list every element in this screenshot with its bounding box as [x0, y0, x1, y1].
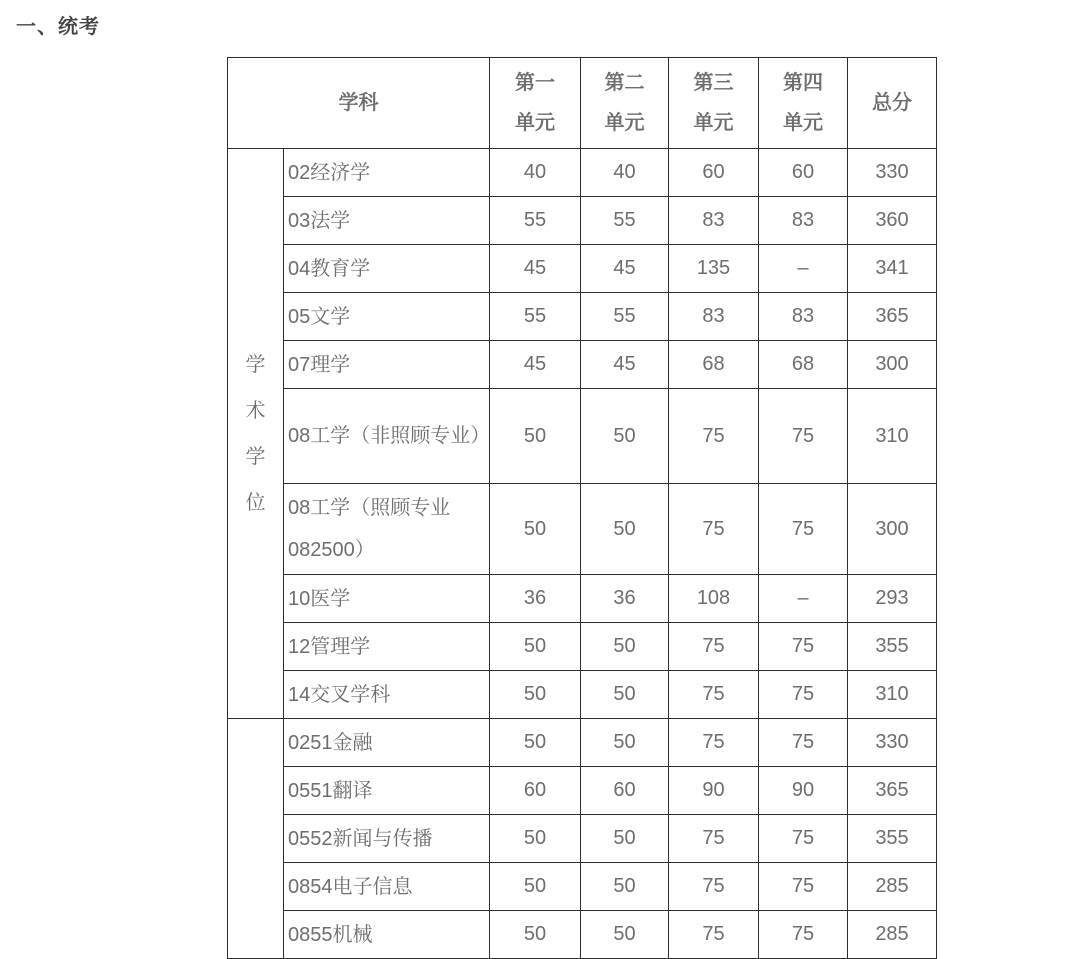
score-total: 365	[848, 293, 937, 341]
subject-name: 08工学（非照顾专业）	[284, 389, 490, 484]
score-unit1: 50	[490, 863, 581, 911]
score-unit4: 68	[759, 341, 848, 389]
table-row	[228, 484, 937, 575]
header-unit3-line2: 单元	[693, 112, 734, 134]
table-row	[228, 623, 937, 671]
score-unit3: 90	[669, 767, 759, 815]
score-total: 285	[848, 863, 937, 911]
score-unit3: 108	[669, 575, 759, 623]
score-total: 293	[848, 575, 937, 623]
score-unit4: 75	[759, 815, 848, 863]
subject-name: 0855机械	[284, 911, 490, 959]
table-row	[228, 389, 937, 484]
header-unit3	[669, 58, 759, 149]
score-unit1: 50	[490, 623, 581, 671]
score-total: 341	[848, 245, 937, 293]
score-unit1: 55	[490, 197, 581, 245]
score-unit2: 55	[581, 197, 669, 245]
score-unit3: 75	[669, 719, 759, 767]
table-row	[228, 911, 937, 959]
score-unit3: 83	[669, 197, 759, 245]
table-row	[228, 293, 937, 341]
score-total: 285	[848, 911, 937, 959]
header-total: 总分	[848, 58, 937, 149]
table-row	[228, 863, 937, 911]
score-unit2: 50	[581, 911, 669, 959]
subject-name: 0854电子信息	[284, 863, 490, 911]
score-unit2: 40	[581, 149, 669, 197]
score-total: 355	[848, 623, 937, 671]
score-total: 300	[848, 484, 937, 575]
subject-name: 05文学	[284, 293, 490, 341]
header-unit2-line1: 第二	[604, 72, 645, 94]
score-unit3: 68	[669, 341, 759, 389]
subject-name: 04教育学	[284, 245, 490, 293]
score-unit2: 50	[581, 815, 669, 863]
score-unit2: 55	[581, 293, 669, 341]
score-unit4: –	[759, 245, 848, 293]
table-row	[228, 767, 937, 815]
score-unit3: 60	[669, 149, 759, 197]
score-unit4: –	[759, 575, 848, 623]
score-unit2: 36	[581, 575, 669, 623]
score-unit4: 75	[759, 389, 848, 484]
subject-name: 07理学	[284, 341, 490, 389]
score-unit4: 60	[759, 149, 848, 197]
score-unit2: 60	[581, 767, 669, 815]
table-header-row	[228, 58, 937, 149]
header-unit4-line1: 第四	[783, 72, 823, 94]
score-unit4: 75	[759, 911, 848, 959]
subject-name: 0551翻译	[284, 767, 490, 815]
header-unit4-line2: 单元	[783, 112, 823, 134]
score-unit1: 40	[490, 149, 581, 197]
score-unit1: 50	[490, 671, 581, 719]
score-unit4: 83	[759, 293, 848, 341]
header-subject: 学科	[228, 58, 490, 149]
score-unit1: 55	[490, 293, 581, 341]
header-unit1-line1: 第一	[515, 72, 555, 94]
score-total: 365	[848, 767, 937, 815]
score-unit3: 75	[669, 623, 759, 671]
score-unit3: 75	[669, 671, 759, 719]
subject-name: 10医学	[284, 575, 490, 623]
score-unit3: 83	[669, 293, 759, 341]
table-row	[228, 671, 937, 719]
header-unit1-line2: 单元	[515, 112, 555, 134]
table-row	[228, 719, 937, 767]
table-row	[228, 149, 937, 197]
subject-name: 12管理学	[284, 623, 490, 671]
score-unit3: 135	[669, 245, 759, 293]
table-row	[228, 575, 937, 623]
header-unit2-line2: 单元	[604, 112, 645, 134]
score-unit2: 50	[581, 623, 669, 671]
score-unit2: 50	[581, 863, 669, 911]
header-unit3-line1: 第三	[693, 72, 734, 94]
score-unit2: 50	[581, 389, 669, 484]
score-unit4: 75	[759, 719, 848, 767]
group-label-academic: 学术学位	[245, 353, 266, 514]
score-table	[227, 57, 937, 959]
subject-name: 02经济学	[284, 149, 490, 197]
score-total: 310	[848, 671, 937, 719]
score-unit4: 75	[759, 863, 848, 911]
header-unit1	[490, 58, 581, 149]
subject-name: 14交叉学科	[284, 671, 490, 719]
score-total: 310	[848, 389, 937, 484]
score-unit2: 50	[581, 671, 669, 719]
score-unit2: 45	[581, 341, 669, 389]
subject-name: 08工学（照顾专业082500）	[284, 484, 490, 575]
subject-name: 0552新闻与传播	[284, 815, 490, 863]
score-total: 355	[848, 815, 937, 863]
score-unit4: 75	[759, 623, 848, 671]
header-unit2	[581, 58, 669, 149]
subject-name: 03法学	[284, 197, 490, 245]
score-unit3: 75	[669, 389, 759, 484]
score-total: 330	[848, 149, 937, 197]
score-unit3: 75	[669, 484, 759, 575]
subject-name: 0251金融	[284, 719, 490, 767]
score-unit1: 45	[490, 245, 581, 293]
score-unit4: 75	[759, 671, 848, 719]
score-unit1: 36	[490, 575, 581, 623]
score-total: 300	[848, 341, 937, 389]
header-unit4	[759, 58, 848, 149]
group-cell-professional	[228, 719, 284, 959]
section-title: 一、统考	[16, 16, 100, 38]
score-total: 330	[848, 719, 937, 767]
score-unit4: 83	[759, 197, 848, 245]
group-cell-academic	[228, 149, 284, 719]
score-unit2: 45	[581, 245, 669, 293]
score-unit3: 75	[669, 911, 759, 959]
score-unit2: 50	[581, 484, 669, 575]
score-unit1: 45	[490, 341, 581, 389]
score-unit3: 75	[669, 815, 759, 863]
table-row	[228, 815, 937, 863]
table-row	[228, 341, 937, 389]
score-total: 360	[848, 197, 937, 245]
score-unit1: 50	[490, 389, 581, 484]
table-row	[228, 197, 937, 245]
score-unit3: 75	[669, 863, 759, 911]
score-unit2: 50	[581, 719, 669, 767]
score-unit4: 90	[759, 767, 848, 815]
score-unit1: 50	[490, 484, 581, 575]
score-unit1: 50	[490, 719, 581, 767]
table-row	[228, 245, 937, 293]
score-unit1: 60	[490, 767, 581, 815]
score-unit1: 50	[490, 911, 581, 959]
score-unit1: 50	[490, 815, 581, 863]
score-unit4: 75	[759, 484, 848, 575]
